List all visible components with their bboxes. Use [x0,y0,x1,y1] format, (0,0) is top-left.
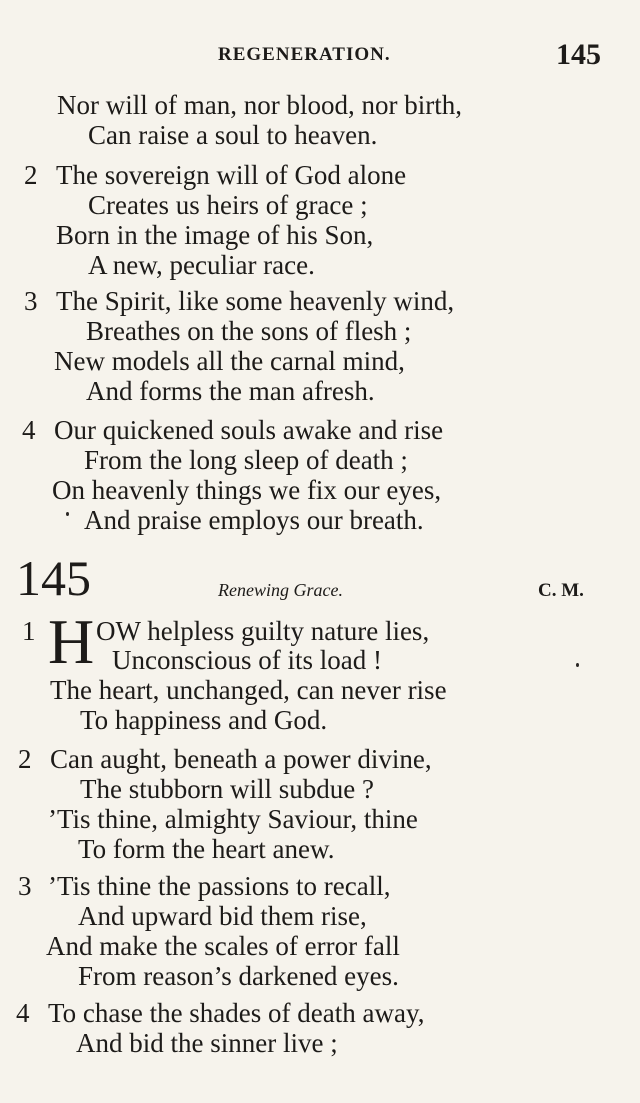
hymn-number: 145 [16,550,91,606]
verse-line: ’Tis thine, almighty Saviour, thine [48,804,418,834]
verse-line: To happiness and God. [80,705,328,735]
verse-line: Our quickened souls awake and rise [54,415,444,445]
verse-line: And make the scales of error fall [46,931,400,961]
ink-speck [576,663,579,667]
ink-speck [66,512,69,516]
verse-line: Breathes on the sons of flesh ; [86,316,412,346]
verse-line: Born in the image of his Son, [56,220,374,250]
verse-line: The stubborn will subdue ? [80,774,374,804]
verse-line: The Spirit, like some heavenly wind, [56,286,455,316]
verse-line: Can raise a soul to heaven. [88,120,378,150]
verse-line: From the long sleep of death ; [84,445,408,475]
verse-number: 2 [24,160,38,190]
running-title: REGENERATION. [218,44,391,65]
hymn-meter: C. M. [538,580,584,601]
verse-number: 1 [22,616,36,646]
verse-line: The sovereign will of God alone [56,160,407,190]
verse-number: 3 [24,286,38,316]
verse-line: And upward bid them rise, [78,901,367,931]
hymn-title: Renewing Grace. [218,580,343,600]
drop-cap: H [48,606,95,677]
verse-line: And praise employs our breath. [84,505,424,535]
verse-line: OW helpless guilty nature lies, [96,616,430,646]
page-number: 145 [556,38,601,71]
verse-line: And forms the man afresh. [86,376,375,406]
verse-line: Nor will of man, nor blood, nor birth, [57,90,462,120]
verse-number: 4 [16,998,30,1028]
verse-line: On heavenly things we fix our eyes, [52,475,442,505]
verse-number: 3 [18,871,32,901]
verse-line: Creates us heirs of grace ; [88,190,368,220]
verse-line: Unconscious of its load ! [112,645,382,675]
verse-line: From reason’s darkened eyes. [78,961,399,991]
verse-line: And bid the sinner live ; [76,1028,338,1058]
verse-number: 4 [22,415,36,445]
verse-line: ’Tis thine the passions to recall, [48,871,391,901]
verse-line: A new, peculiar race. [88,250,315,280]
verse-line: To form the heart anew. [78,834,335,864]
verse-line: The heart, unchanged, can never rise [50,675,447,705]
verse-line: To chase the shades of death away, [48,998,425,1028]
verse-line: New models all the carnal mind, [54,346,405,376]
verse-line: Can aught, beneath a power divine, [50,744,432,774]
verse-number: 2 [18,744,32,774]
